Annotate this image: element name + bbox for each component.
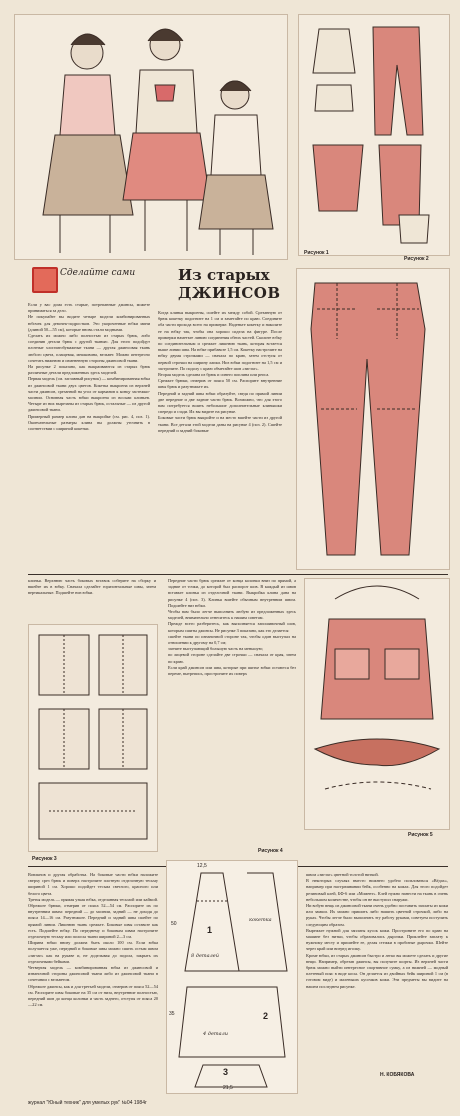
figure-5-bag-illustration <box>304 578 450 830</box>
figure-4-caption: Рисунок 4 <box>258 848 283 854</box>
paragraph: Прежде всего разберитесь, как выполняется запошивочный шов, которым сшиты джинсы. Не рисунке 3 показано, как это делается: <box>168 621 296 633</box>
paragraph: загните выступающий большую часть на меньшую; <box>168 646 264 652</box>
column-1-text <box>28 302 150 568</box>
article-title-line1: Из старых <box>178 266 270 284</box>
pattern-label-pieces-8: 8 деталей <box>191 953 219 959</box>
paragraph: Четвертая модель — комбинированная юбка из джинсовой и изнаночной стороны джинсовой ткани либо из джинсовой ткани в сочетании с вельветом. <box>28 965 158 983</box>
paragraph: Срежьте брюки, отмерив от пояса 50 см. Распорите внутренние швы брюк и разутюжьте их. <box>158 378 282 390</box>
author-signature: Н. КОБЯКОВА <box>380 1072 415 1078</box>
article-title-line2: ДЖИНСОВ <box>178 284 281 302</box>
paragraph: Вовлкнов и другая обработка. На боковые части юбки наложите сверху срез брюк и поверх настрочите плотную отделочную тесьму шириной 1 см. Хорошо подойдет тесьма светлого, красного или белого цвета. <box>28 872 158 896</box>
paragraph: Передние части брюк срежьте от конца колонки вниз по прямой, а задние от точки, до которой был распорот шов. В каждый из швов вставьте клинья из отделочной ткани. Выкройка клина дана на рисунке 4 (поз. 3). Клинья вшейте обычным внутренним швом. Подшейте низ юбки. <box>168 578 296 608</box>
page-footer: журнал "Юный техник" для умелых рук" №04 1984г <box>28 1100 147 1106</box>
rubric-logo <box>32 267 58 293</box>
paragraph: Вырежьте нужной для заплаты кусок кожи. Простроните его по краю на машине без нитки, чтобы образовались дырочки. Приклейте заплату к нужному месту и пришейте ее, делая стежки в пробитые дырочки. Шейте через край или вперед иголку. <box>306 927 448 952</box>
pattern-number-2: 2 <box>263 1011 269 1021</box>
paragraph: Обрежьте джинсы, как и для третьей модели, отмерив от пояса 52—54 см. Распорите швы боковые на 35 см от низа, внутренние полностью, передний шов до конца колонки и часть заднего, отступя от пояса 20—22 см. <box>28 983 158 1008</box>
pattern-number-3: 3 <box>223 1067 229 1077</box>
pattern-label-yoke: кокетка <box>249 917 272 923</box>
lower-column-1-text <box>28 872 158 1086</box>
figure-2-illustration <box>298 14 450 256</box>
figure-4-pattern-diagram <box>166 860 298 1094</box>
paragraph: Если край джинсов или шва, которые при шитье юбки остаются без переме, вытрепись, простроните их поверх <box>168 664 296 677</box>
paragraph: Боковые части брюк выкройте и на место вшейте части из другой ткани. Все детали этой модели даны на рисунке 4 (поз. 2). Сшейте передний и задний боковые <box>158 415 282 433</box>
figure-5-caption: Рисунок 5 <box>408 832 433 838</box>
mid-column-1-text <box>28 578 156 618</box>
paragraph: Ширина юбки внизу должна быть около 100 см. Если юбка получается уже, передний и боковые швы можно сшить остым швом «зигзаг» как на рукаве и, не доделывая до подола, закрыть их отделочными бейками. <box>28 940 158 964</box>
divider <box>28 574 448 575</box>
paragraph: Если у вас дома есть старые, потрепанные джинсы, можете приниматься за дело. <box>28 302 150 314</box>
figure-3-seam-diagram <box>28 624 158 852</box>
paragraph: Ни вобую вещь из джинсовой ткани очень удобно поставить заплаты из кожи или замши. Их можно пришить либо нашить цветной строчкой, либо на руках. Чтобы легче было выполнить эту работу руками, советуем поступить следующим образом. <box>306 903 448 927</box>
paragraph: Первая модель (см. заглавный рисунок) — комбинированная юбка из джинсовой ткани двух цветов. Кокетка выкроена из верхней части джинсов, срезанной на угол от карманов к концу застежки-молнии. Основная часть юбки выкроена из восьми клиньев. Четыре из них вырезаны из старых брюк, остальные — из другой джинсовой ткани. <box>28 376 150 413</box>
paragraph: В некоторых случаях вместо нижнего удобно пользоваться «Вёдах», например при настрачивании бейк, особенно на кожах. Для этого подойдет резиновый клей, БФ-6 или «Момент». Клей нужно нанести на ткань в очень небольшом количестве, чтобы он не выступил снаружи. <box>306 878 448 902</box>
pattern-dim-top: 12,5 <box>197 863 207 869</box>
paragraph: Чтобы вам было легче выполнить любую из предложенных здесь моделей, внимательно отнеситесь к нашим советам. <box>168 609 296 621</box>
mid-column-2-text <box>168 578 296 846</box>
paragraph: по лицевой стороне сделайте две строчки — сначала от края, затем по краю. <box>168 652 296 664</box>
pattern-dim-50: 50 <box>171 921 177 927</box>
paragraph: швом «зигзаг» цветной толстой ниткой. <box>306 872 379 877</box>
paragraph: Кроме юбки, из старых джинсов быстро и легко вы можете сделать и другие вещи. Например, обрезав джинсы, вы получите шорты. Из верхней части брюк можно выйти интересное спортивное сумку, а из нижней — модный плетеный пояс в виде косы. Он делается из двойных бейк шириной 1 см (в готовом виде) и маленьких кусочков кожи. Эти предметы вы видите на нашем последнем рисунке. <box>306 952 448 989</box>
paragraph: Не покупайте вы видите четыре модели комбинированных юбочек для девочек-подростков. Это укороченные юбки мини (длиной 50—55 см), которые вновь стали модными. <box>28 314 150 332</box>
paragraph: Сделать их можно либо полностью из старых брюк, либо соединив детали брюк с другой тканью. Для этого подойдут плотные хлопчатобумажные ткани — другая джинсовая ткань любого цвета, плащевая, мешковина, вельвет. Можно интересно сочетать нижнюю и измененную стороны джинсовой ткани. <box>28 333 150 363</box>
paragraph: Когда клинья выкроены, сшейте их между собой. Срезанную от брюк кокетку подогните на 1 см и заметайте по краю. Соедините оба части прохода всего на примерке. Наденьте кокетку и наколите ее на юбку так, чтобы она хорошо сидела на фигуре. После примерки наметьте линию соединения обеих частей. Сколите юбку по соединительным и срежьте лишнюю ткань, которая встается выше линии шва. На юбке прибавьте 1,5 см. Кокетку настрочите на юбку двумя строчками — сначала по краю, затем отступя от первой строчки на ширину лапки. Низ юбки подогните на 1,5 см и застрочите. По подолу с краю обметайте шов «зигзаг». <box>158 310 282 371</box>
paragraph: Примерный размер клина дан на выкройке (см. рис. 4, поз. 1). Окончательные размеры клина вы должны уточнить в соответствии с шириной кокетки. <box>28 413 150 432</box>
column-2-text <box>158 310 282 568</box>
lower-column-3-text <box>306 872 448 1050</box>
figure-2-caption: Рисунок 2 <box>404 256 429 262</box>
paragraph: На рисунке 2 показано, как выкраиваются из старых брюк различные детали предложенных здесь моделей. <box>28 364 150 376</box>
pattern-number-1: 1 <box>207 925 213 935</box>
figure-3-jeans-diagram <box>296 268 450 570</box>
figure-1-caption: Рисунок 1 <box>304 250 329 256</box>
paragraph: Вторая модель сделана из брюк и синего поплина или репса. <box>158 372 270 378</box>
paragraph: Передний и задний швы юбки образуйте, сведя по прямой линии две передние и две задние части брюк. Возможно, что для этого вам потребуется вшить небольшие дополнительные клинышки спереди и сзади. Их вы видите на рисунке. <box>158 390 282 415</box>
pattern-dim-35: 35 <box>169 1011 175 1017</box>
figure-1-illustration <box>14 14 288 260</box>
pattern-dim-21-5: 21,5 <box>223 1085 233 1091</box>
paragraph: Третья модель — прямая узкая юбка, отделанная тесьмой или каймой. Обрежьте брюки, отмерив от пояса 52—54 см. Распорите их по внутренним швам: передний — до молнии, задний — не доходя до пояса 14—16 см. Разутюжьте. Передний и задний швы сшейте по прямой линии. Лишнюю ткань срежьте. Боковые швы оставьте как есть. Подшейте юбку. По переднему и боковым швам настрочите отделочную тесьму или полосы ткани шириной 2—3 см. <box>28 896 158 940</box>
rubric-title: Сделайте сами <box>60 268 136 278</box>
figure-3-caption: Рисунок 3 <box>32 856 57 862</box>
paragraph: сшейте ткани по изнаночной стороне так, чтобы один выступал на отношении к другому на 0,7 см; <box>168 633 296 646</box>
paragraph: клинья. Верхнюю часть боковых вставок соберите на сборку и вшейте их в юбку. Сначала сделайте горизонтальные швы, затем вертикальные. Подшейте низ юбки. <box>28 578 156 596</box>
pattern-label-pieces-4: 4 детали <box>203 1031 229 1037</box>
